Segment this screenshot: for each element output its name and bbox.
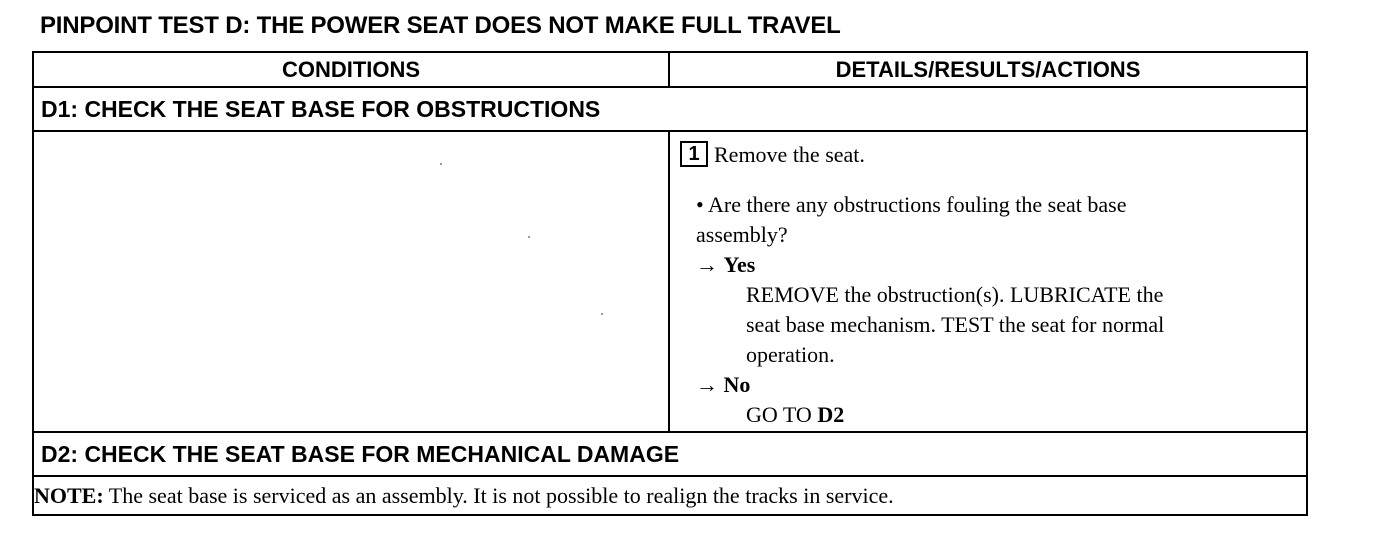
- arrow-right-icon: →: [696, 372, 718, 397]
- page-title: PINPOINT TEST D: THE POWER SEAT DOES NOT MAKE FULL TRAVEL: [40, 12, 841, 39]
- table-header-row: [34, 53, 1306, 88]
- no-label: No: [723, 372, 751, 397]
- question-line-2: assembly?: [696, 222, 788, 247]
- no-branch: [696, 372, 750, 398]
- yes-action-line-1: REMOVE the obstruction(s). LUBRICATE the: [746, 282, 1164, 307]
- yes-action-line-3: operation.: [746, 342, 835, 367]
- yes-branch: [696, 252, 755, 278]
- scan-speck: [601, 313, 603, 315]
- yes-label: Yes: [723, 252, 756, 277]
- scan-speck: [440, 163, 442, 165]
- note-label: NOTE:: [34, 483, 104, 508]
- goto-d2-link[interactable]: D2: [817, 402, 845, 427]
- no-action: [746, 402, 844, 428]
- scan-speck: [528, 236, 530, 238]
- header-conditions: CONDITIONS: [34, 53, 670, 86]
- conditions-cell: [34, 132, 670, 431]
- question-line-1: • Are there any obstructions fouling the seat base: [696, 192, 1127, 217]
- step-d1-body: [34, 132, 1306, 433]
- yes-action-line-2: seat base mechanism. TEST the seat for normal: [746, 312, 1165, 337]
- details-cell: [670, 132, 1306, 431]
- no-action-prefix: GO TO: [746, 402, 812, 427]
- note-text: The seat base is serviced as an assembly. It is not possible to realign the tracks in service.: [103, 483, 894, 508]
- step-d2-heading: D2: CHECK THE SEAT BASE FOR MECHANICAL DAMAGE: [34, 433, 1306, 477]
- note-row: [34, 477, 1306, 514]
- arrow-right-icon: →: [696, 252, 718, 277]
- header-details-results-actions: DETAILS/RESULTS/ACTIONS: [835, 57, 1141, 82]
- step-number-box: 1: [680, 141, 708, 167]
- pinpoint-test-table: [32, 51, 1308, 516]
- step-d1-heading: D1: CHECK THE SEAT BASE FOR OBSTRUCTIONS: [34, 88, 1306, 132]
- step-instruction: Remove the seat.: [714, 142, 865, 167]
